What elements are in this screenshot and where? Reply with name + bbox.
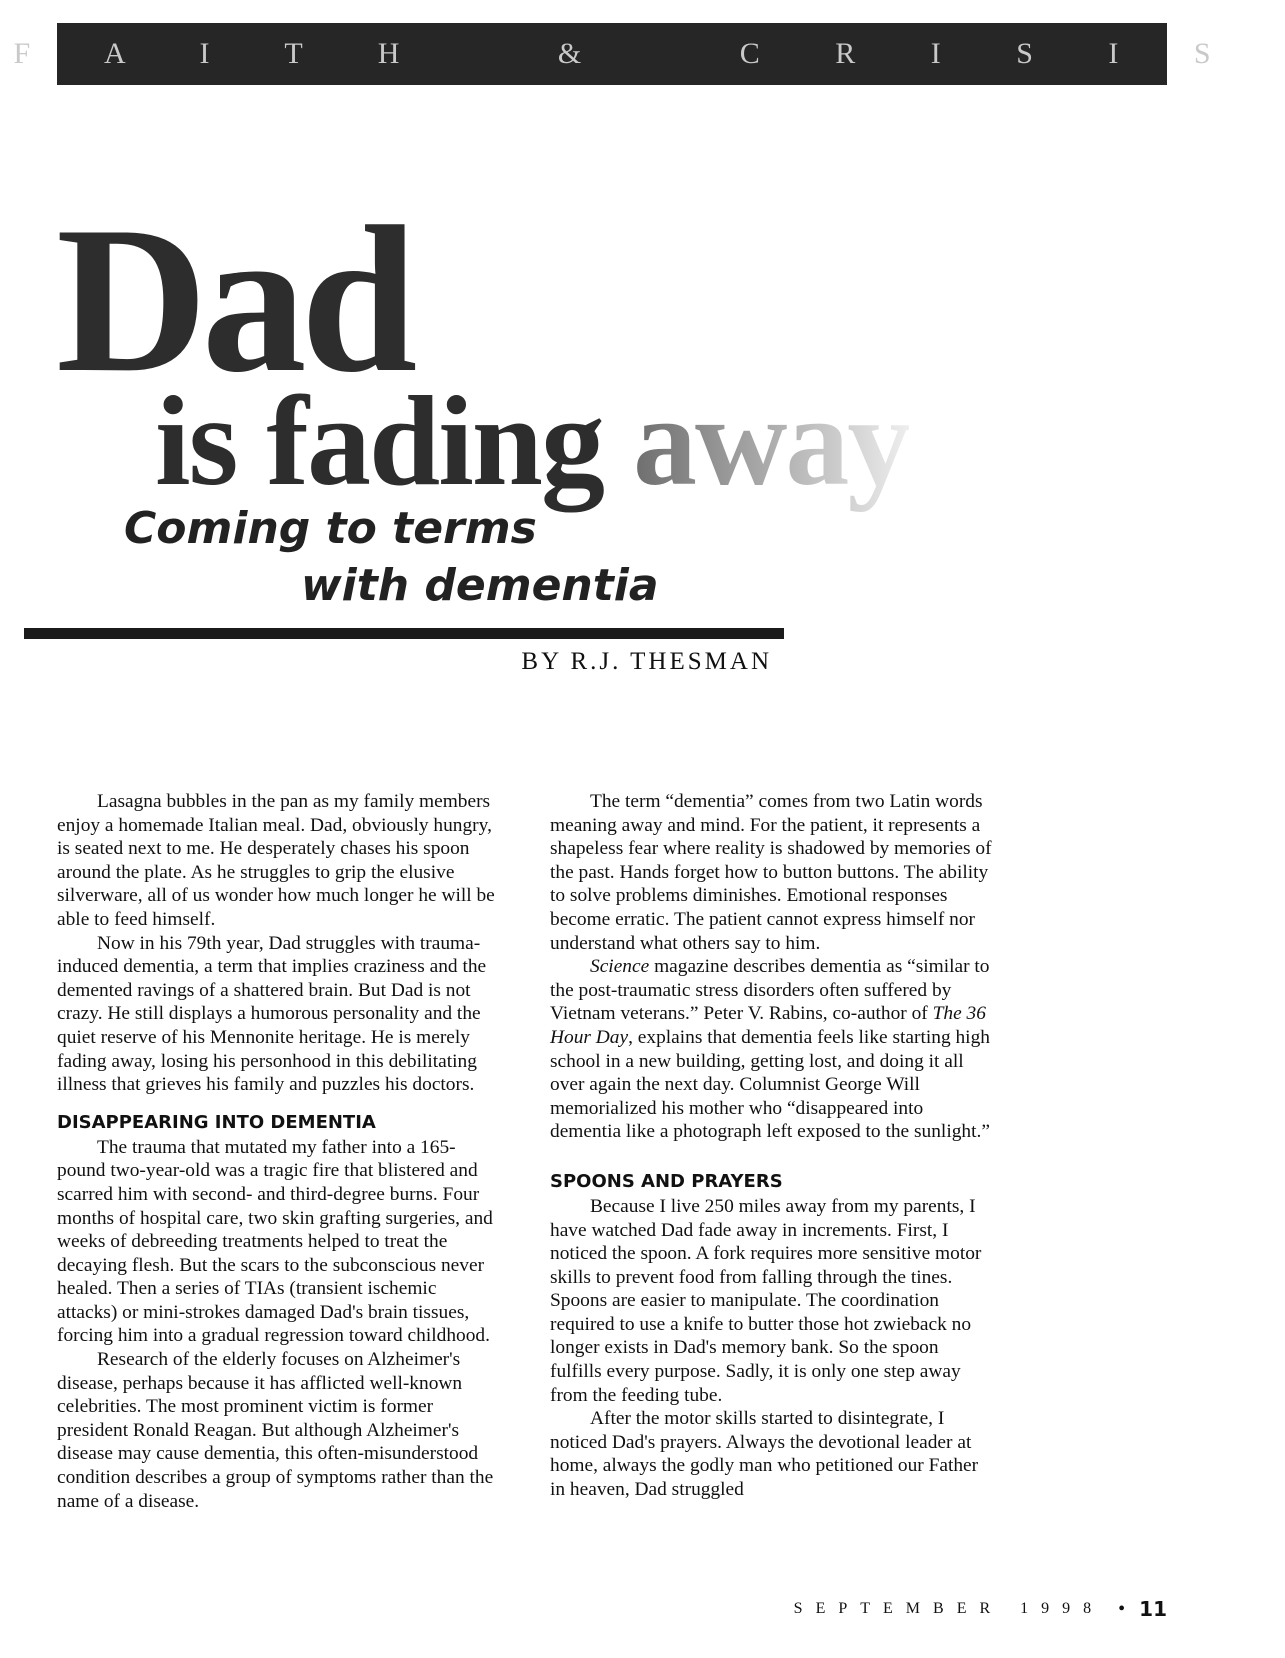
byline: BY R.J. THESMAN <box>521 648 772 675</box>
book-title: The 36 Hour Day <box>550 1003 986 1048</box>
section-heading-disappearing: DISAPPEARING INTO DEMENTIA <box>57 1111 376 1133</box>
paragraph: After the motor skills started to disintegrate, I noticed Dad's prayers. Always the devotional leader at home, always the godly man who petitioned our Father in heaven, Dad struggled <box>550 1408 979 1501</box>
headline-dad: Dad <box>56 184 412 416</box>
paragraph: The term “dementia” comes from two Latin words meaning away and mind. For the patient, it represents a shapeless fear where reality is shadowed by memories of the past. Hands forget how to button buttons. The ability to solve problems diminishes. Emotional responses become erratic. The patient cannot express himself nor understand what others say to him. <box>550 791 992 954</box>
section-heading-spoons: SPOONS AND PRAYERS <box>550 1170 783 1192</box>
section-banner-text: F A I T H & C R I S I S <box>13 37 1245 70</box>
paragraph: Now in his 79th year, Dad struggles with trauma-induced dementia, a term that implies craziness and the demented ravings of a shattered brain. But Dad is not crazy. He still displays a humorous personality and the quiet reserve of his Mennonite heritage. He is merely fading away, losing his personhood in this debilitating illness that grieves his family and puzzles his doctors. <box>57 932 487 1096</box>
paragraph-text: magazine describes dementia as “similar to the post-traumatic stress disorders often suffered by Vietnam veterans.” Peter V. Rabins, co-author of <box>550 956 990 1025</box>
headline-fading: is fading <box>155 370 633 512</box>
issue-date: SEPTEMBER 1998 <box>793 1600 1105 1617</box>
subtitle-line-2: with dementia <box>301 560 659 611</box>
article-column-left <box>57 790 497 1513</box>
headline-fading-away <box>155 370 910 512</box>
page-number: 11 <box>1139 1597 1167 1621</box>
paragraph: The trauma that mutated my father into a 165-pound two-year-old was a tragic fire that blistered and scarred him with second- and third-degree burns. Four months of hospital care, two skin grafting surgeries, and weeks of debreeding treatments helped to treat the decaying flesh. But the scars to the subconscious never healed. Then a series of TIAs (transient ischemic attacks) or mini-strokes damaged Dad's brain tissues, forcing him into a gradual regression toward childhood. <box>57 1136 493 1347</box>
paragraph: Lasagna bubbles in the pan as my family members enjoy a homemade Italian meal. Dad, obviously hungry, is seated next to me. He desperately chases his spoon around the plate. As he struggles to grip the elusive silverware, all of us wonder how much longer he will be able to feed himself. <box>57 791 495 930</box>
page-footer <box>794 1597 1167 1621</box>
paragraph: Research of the elderly focuses on Alzheimer's disease, perhaps because it has afflicted well-known celebrities. The most prominent victim is former president Ronald Reagan. But although Alzheimer's disease may cause dementia, this often-misunderstood condition describes a group of symptoms rather than the name of a disease. <box>57 1349 494 1512</box>
magazine-title: Science <box>590 956 650 978</box>
subtitle-line-1: Coming to terms <box>124 503 537 554</box>
paragraph: Because I live 250 miles away from my parents, I have watched Dad fade away in increments. First, I noticed the spoon. A fork requires more sensitive motor skills to prevent food from falling through the tines. Spoons are easier to manipulate. The coordination required to use a knife to butter those hot zwieback no longer exists in Dad's memory bank. So the spoon fulfills every purpose. Sadly, it is only one step away from the feeding tube. <box>550 1195 982 1406</box>
paragraph-text: , explains that dementia feels like starting high school in a new building, getting lost, and doing it all over again the next day. Columnist George Will memorialized his mother who “disappeared into dementia like a photograph left exposed to the sunlight.” <box>550 1026 990 1143</box>
headline-away-faded: away <box>632 370 910 512</box>
title-rule <box>24 628 784 639</box>
bullet-icon: • <box>1118 1597 1126 1620</box>
section-banner <box>13 23 1245 85</box>
paragraph <box>550 955 995 1144</box>
article-column-right <box>550 790 995 1502</box>
